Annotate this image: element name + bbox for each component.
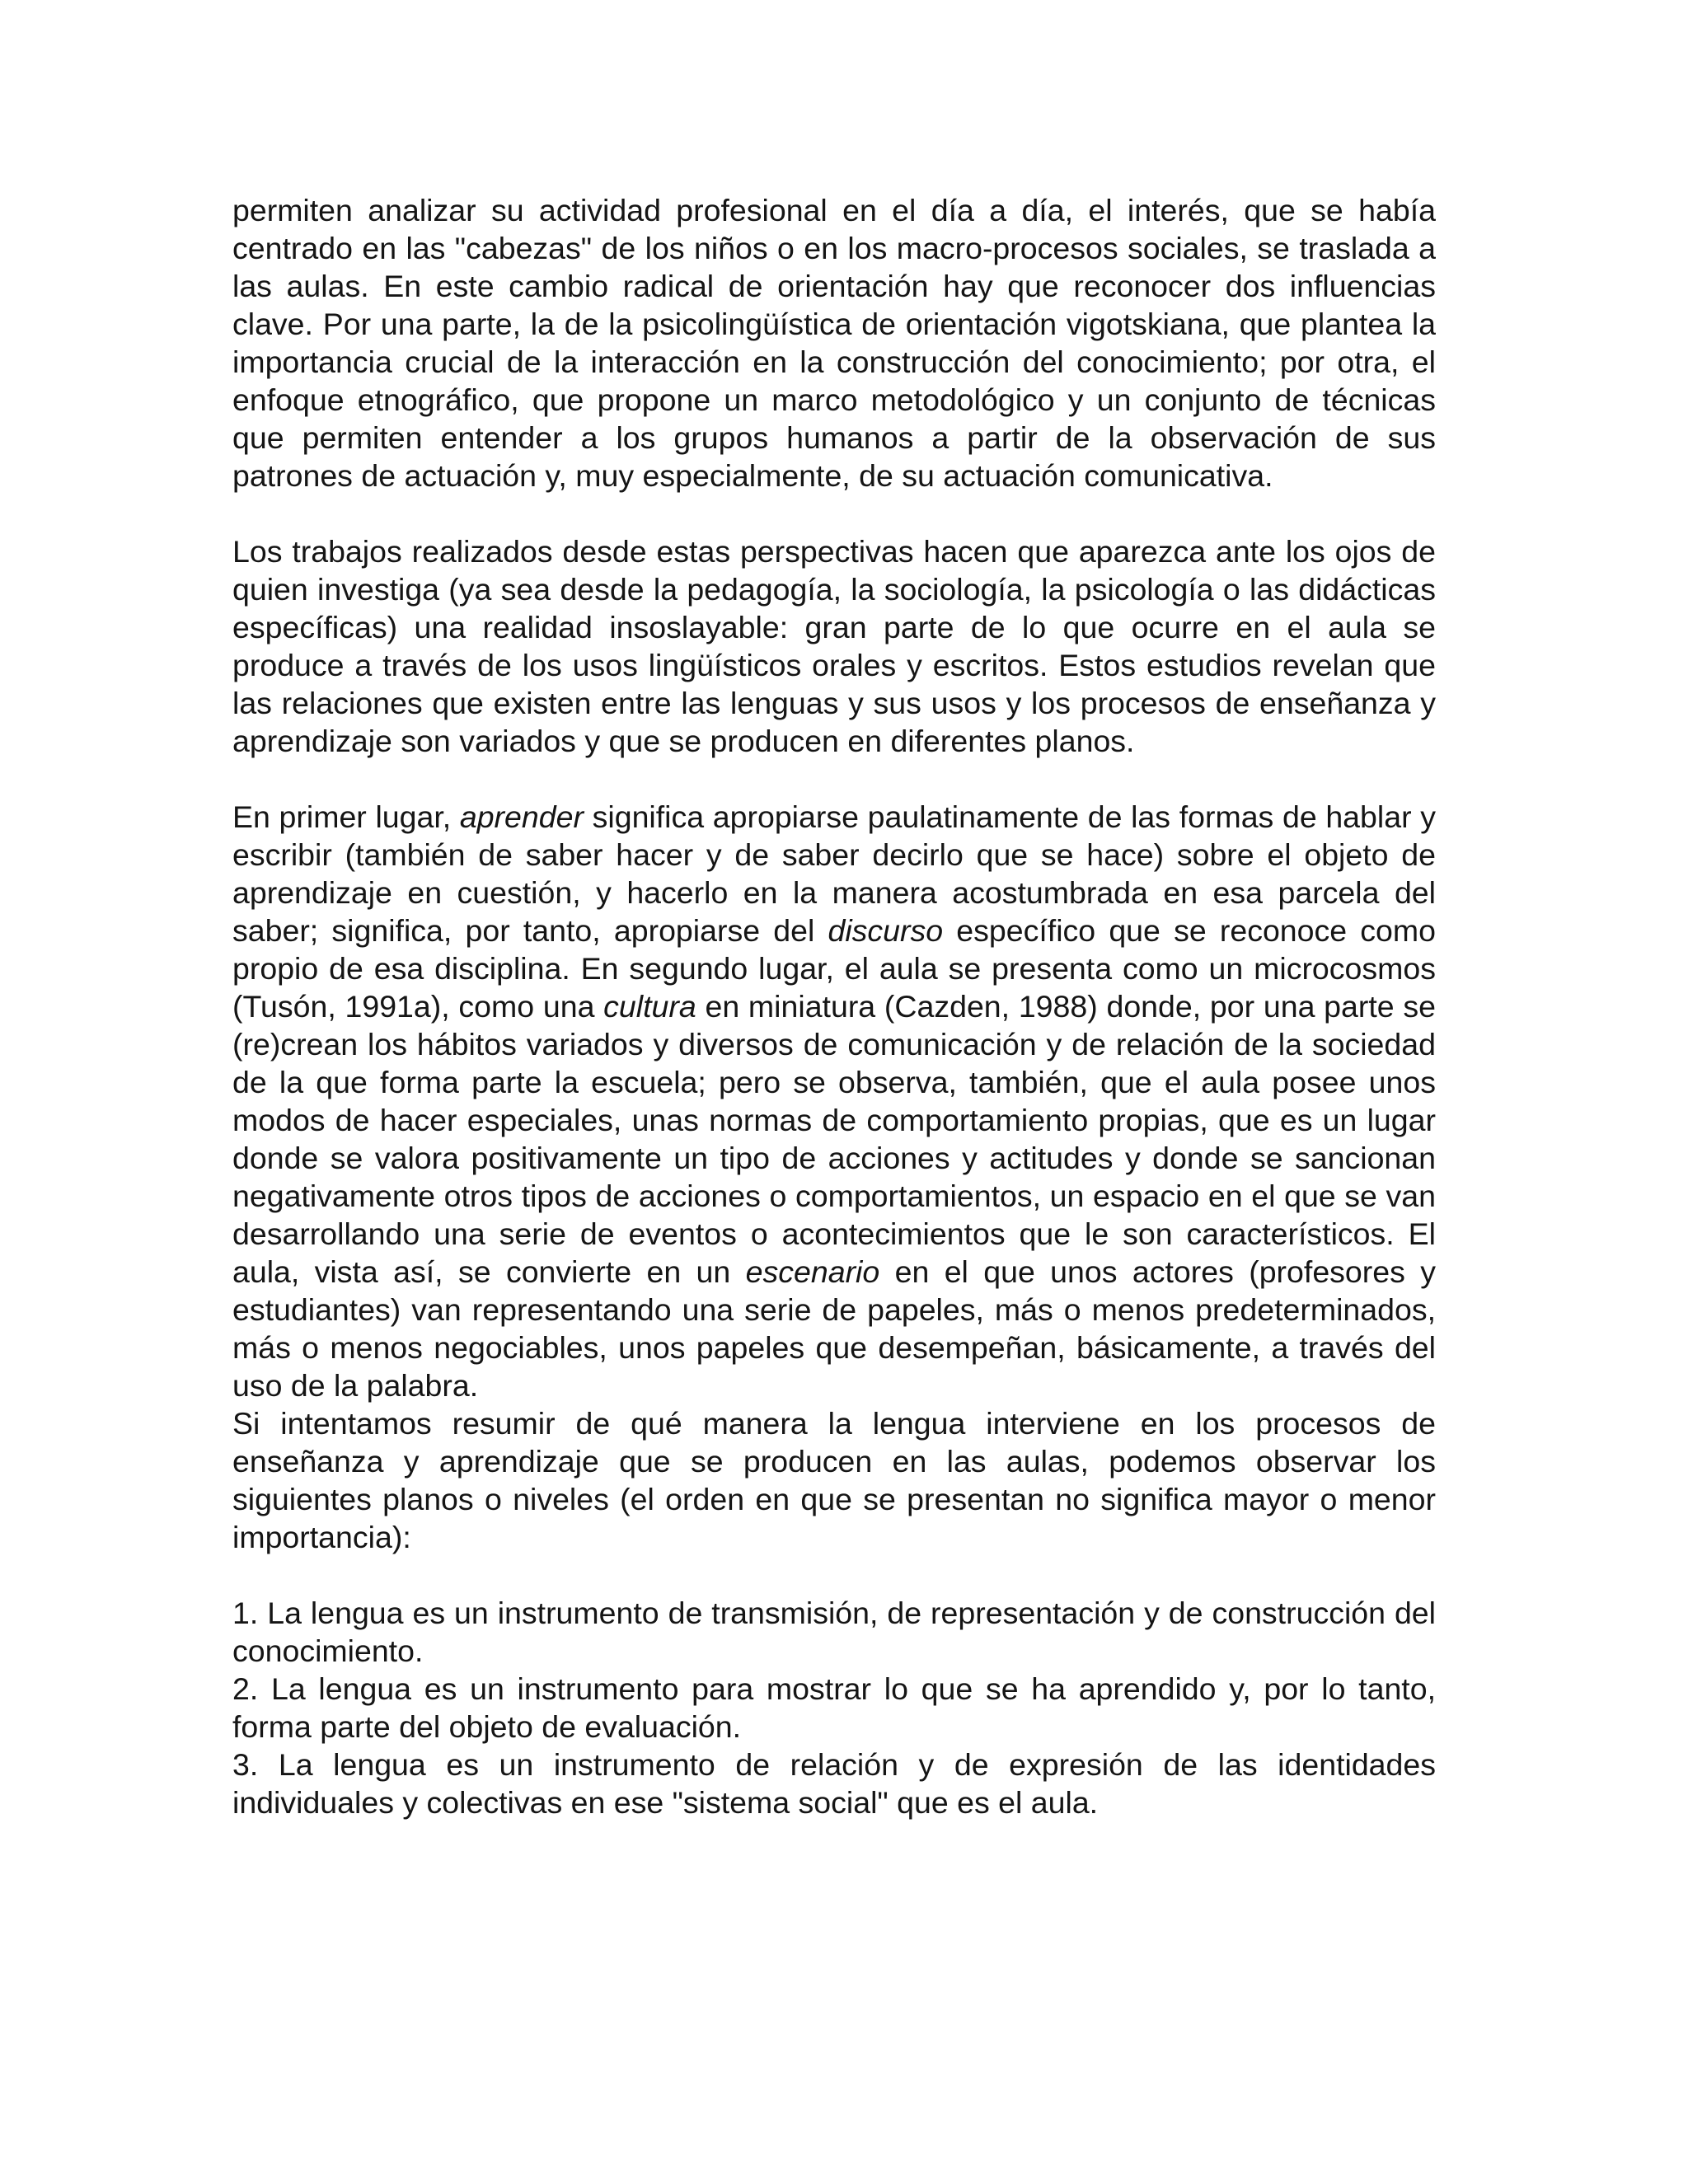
list-item: 3. La lengua es un instrumento de relación y de expresión de las identidades individuales y colectivas en ese "sistema social" que es el aula. — [232, 1747, 1436, 1820]
paragraph-1 — [232, 191, 1436, 494]
list-item: 1. La lengua es un instrumento de transmisión, de representación y de construcción del conocimiento. — [232, 1596, 1436, 1668]
paragraph-4 — [232, 1404, 1436, 1556]
paragraph-2-text: Los trabajos realizados desde estas perspectivas hacen que aparezca ante los ojos de quien investiga (ya sea desde la pedagogía, la sociología, la psicología o las didácticas específicas) una realidad insoslayable: gran parte de lo que ocurre en el aula se produce a través de los usos lingüísticos orales y escritos. Estos estudios revelan que las relaciones que existen entre las lenguas y sus usos y los procesos de enseñanza y aprendizaje son variados y que se producen en diferentes planos. — [232, 534, 1436, 758]
paragraph-3-text: significa apropiarse paulatinamente de las formas de hablar y escribir (también de saber hacer y de saber decirlo que se hace) sobre el objeto de aprendizaje en cuestión, y hacerlo en la manera acostumbrada en esa parcela del saber; significa, por tanto, apropiarse del — [232, 799, 1436, 948]
paragraph-2 — [232, 532, 1436, 760]
italic-term-escenario: escenario — [745, 1254, 880, 1289]
paragraph-4-text: Si intentamos resumir de qué manera la lengua interviene en los procesos de enseñanza y aprendizaje que se producen en las aulas, podemos observar los siguientes planos o niveles (el orden en que se presentan no significa mayor o menor importancia): — [232, 1406, 1436, 1554]
paragraph-3 — [232, 798, 1436, 1404]
paragraph-3-text: específico que se reconoce como propio de esa disciplina. En segundo lugar, el aula se presenta como un microcosmos (Tusón, 1991a), como una — [232, 913, 1436, 1024]
paragraph-1-text: permiten analizar su actividad profesional en el día a día, el interés, que se había centrado en las "cabezas" de los niños o en los macro-procesos sociales, se traslada a las aulas. En este cambio radical de orientación hay que reconocer dos influencias clave. Por una parte, la de la psicolingüística de orientación vigotskiana, que plantea la importancia crucial de la interacción en la construcción del conocimiento; por otra, el enfoque etnográfico, que propone un marco metodológico y un conjunto de técnicas que permiten entender a los grupos humanos a partir de la observación de sus patrones de actuación y, muy especialmente, de su actuación comunicativa. — [232, 193, 1436, 493]
italic-term-aprender: aprender — [459, 799, 584, 834]
paragraph-3-text: en el que unos actores (profesores y estudiantes) van representando una serie de papeles, más o menos predeterminados, más o menos negociables, unos papeles que desempeñan, básicamente, a través del uso de la palabra. — [232, 1254, 1436, 1403]
paragraph-3-text: En primer lugar, — [232, 799, 460, 834]
numbered-list — [232, 1594, 1436, 1821]
list-item: 2. La lengua es un instrumento para mostrar lo que se ha aprendido y, por lo tanto, forma parte del objeto de evaluación. — [232, 1671, 1436, 1744]
document-body — [232, 191, 1436, 1821]
italic-term-discurso: discurso — [828, 913, 944, 948]
italic-term-cultura: cultura — [603, 989, 696, 1024]
paragraph-3-text: en miniatura (Cazden, 1988) donde, por una parte se (re)crean los hábitos variados y diversos de comunicación y de relación de la sociedad de la que forma parte la escuela; pero se observa, también, que el aula posee unos modos de hacer especiales, unas normas de comportamiento propias, que es un lugar donde se valora positivamente un tipo de acciones y actitudes y donde se sancionan negativamente otros tipos de acciones o comportamientos, un espacio en el que se van desarrollando una serie de eventos o acontecimientos que le son característicos. El aula, vista así, se convierte en un — [232, 989, 1436, 1289]
